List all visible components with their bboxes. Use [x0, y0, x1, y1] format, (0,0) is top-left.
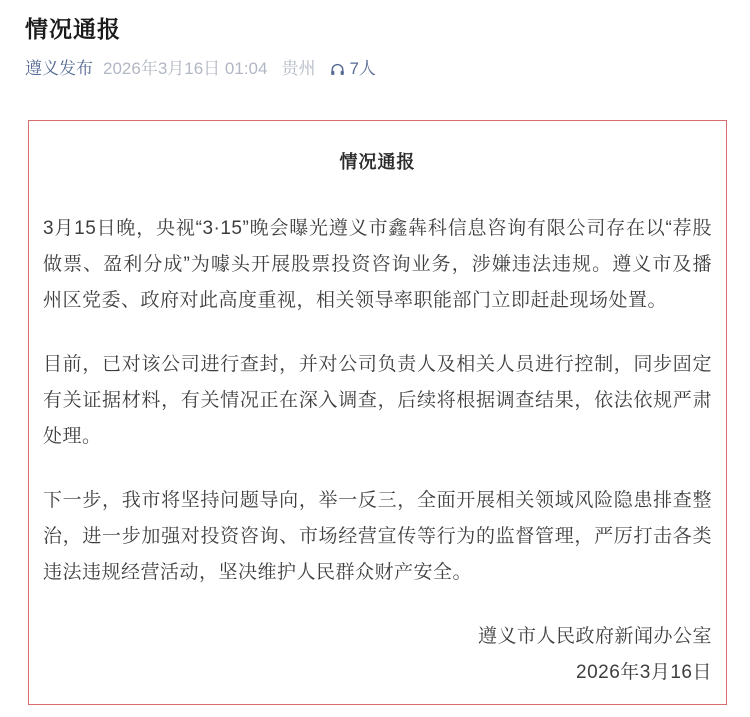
signature-date: 2026年3月16日 — [576, 662, 712, 683]
article-header — [0, 0, 750, 80]
account-name-link[interactable]: 遵义发布 — [25, 59, 93, 78]
listen-count-label: 7人 — [349, 59, 376, 78]
notice-body — [43, 211, 712, 591]
article-meta — [25, 58, 725, 80]
notice-paragraph-3: 下一步，我市将坚持问题导向，举一反三，全面开展相关领域风险隐患排查整治，进一步加强对投资咨询、市场经营宣传等行为的监督管理，严厉打击各类违法违规经营活动，坚决维护人民群众财产安全。 — [43, 490, 712, 583]
signature-block — [43, 619, 712, 691]
signature-issuer: 遵义市人民政府新闻办公室 — [477, 626, 712, 647]
notice-paragraph-2: 目前，已对该公司进行查封，并对公司负责人及相关人员进行控制，同步固定有关证据材料，有关情况正在深入调查，后续将根据调查结果，依法依规严肃处理。 — [43, 354, 712, 447]
listen-count-button[interactable] — [329, 58, 375, 80]
page-title: 情况通报 — [25, 16, 121, 42]
headphones-icon — [329, 61, 349, 78]
notice-paragraph-1: 3月15日晚，央视“3·15”晚会曝光遵义市鑫犇科信息咨询有限公司存在以“荐股做票、盈利分成”为噱头开展股票投资咨询业务，涉嫌违法违规。遵义市及播州区党委、政府对此高度重视，相关领导率职能部门立即赶赴现场处置。 — [43, 218, 712, 311]
publish-datetime: 2026年3月16日 01:04 — [103, 59, 268, 78]
publish-location: 贵州 — [281, 59, 316, 78]
notice-box — [28, 120, 727, 705]
notice-title: 情况通报 — [339, 152, 416, 172]
